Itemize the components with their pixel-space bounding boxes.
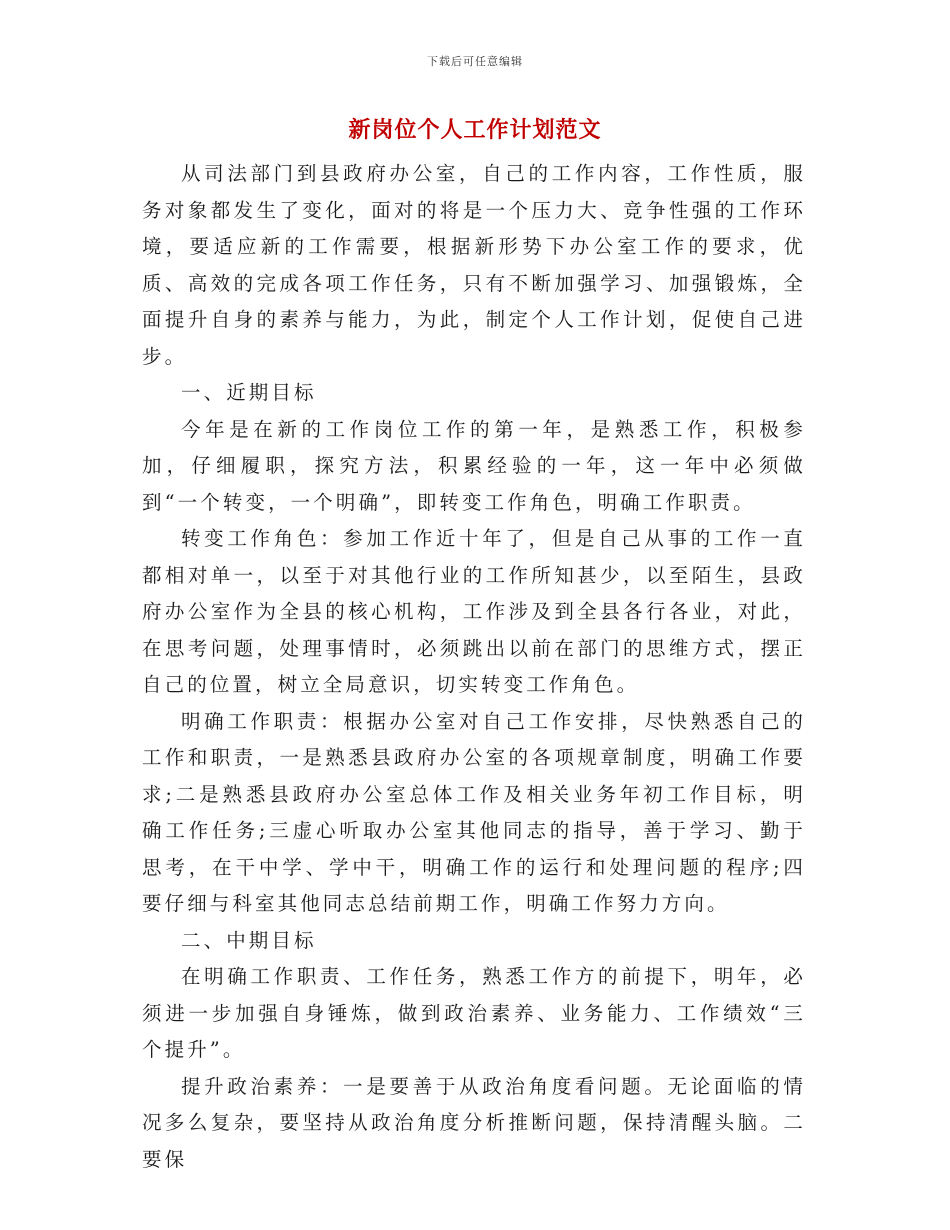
paragraph-mid-term: 在明确工作职责、工作任务，熟悉工作方的前提下，明年，必须进一步加强自身锤炼，做到政治素养、业务能力、工作绩效“三个提升”。 <box>142 965 806 1061</box>
paragraph-short-term: 今年是在新的工作岗位工作的第一年，是熟悉工作，积极参加，仔细履职，探究方法，积累经验的一年，这一年中必须做到“一个转变，一个明确”，即转变工作角色，明确工作职责。 <box>142 417 806 514</box>
document-title: 新岗位个人工作计划范文 <box>348 117 602 143</box>
paragraph-duties: 明确工作职责：根据办公室对自己工作安排，尽快熟悉自己的工作和职责，一是熟悉县政府办公室的各项规章制度，明确工作要求;二是熟悉县政府办公室总体工作及相关业务年初工作目标，明确工作任务;三虚心听取办公室其他同志的指导，善于学习、勤于思考，在干中学、学中干，明确工作的运行和处理问题的程序;四要仔细与科室其他同志总结前期工作，明确工作努力方向。 <box>142 709 806 915</box>
header-note: 下载后可任意编辑 <box>427 55 523 68</box>
document-body <box>142 156 806 1178</box>
paragraph-intro: 从司法部门到县政府办公室，自己的工作内容，工作性质，服务对象都发生了变化，面对的将是一个压力大、竞争性强的工作环境，要适应新的工作需要，根据新形势下办公室工作的要求，优质、高效的完成各项工作任务，只有不断加强学习、加强锻炼，全面提升自身的素养与能力，为此，制定个人工作计划，促使自己进步。 <box>142 162 806 368</box>
section-heading-mid-term: 二、中期目标 <box>181 928 317 952</box>
section-heading-short-term: 一、近期目标 <box>181 381 317 404</box>
paragraph-role-change: 转变工作角色：参加工作近十年了，但是自己从事的工作一直都相对单一，以至于对其他行业的工作所知甚少，以至陌生，县政府办公室作为全县的核心机构，工作涉及到全县各行各业，对此，在思考问题，处理事情时，必须跳出以前在部门的思维方式，摆正自己的位置，树立全局意识，切实转变工作角色。 <box>142 527 806 696</box>
paragraph-political: 提升政治素养：一是要善于从政治角度看问题。无论面临的情况多么复杂，要坚持从政治角度分析推断问题，保持清醒头脑。二要保 <box>142 1074 806 1171</box>
